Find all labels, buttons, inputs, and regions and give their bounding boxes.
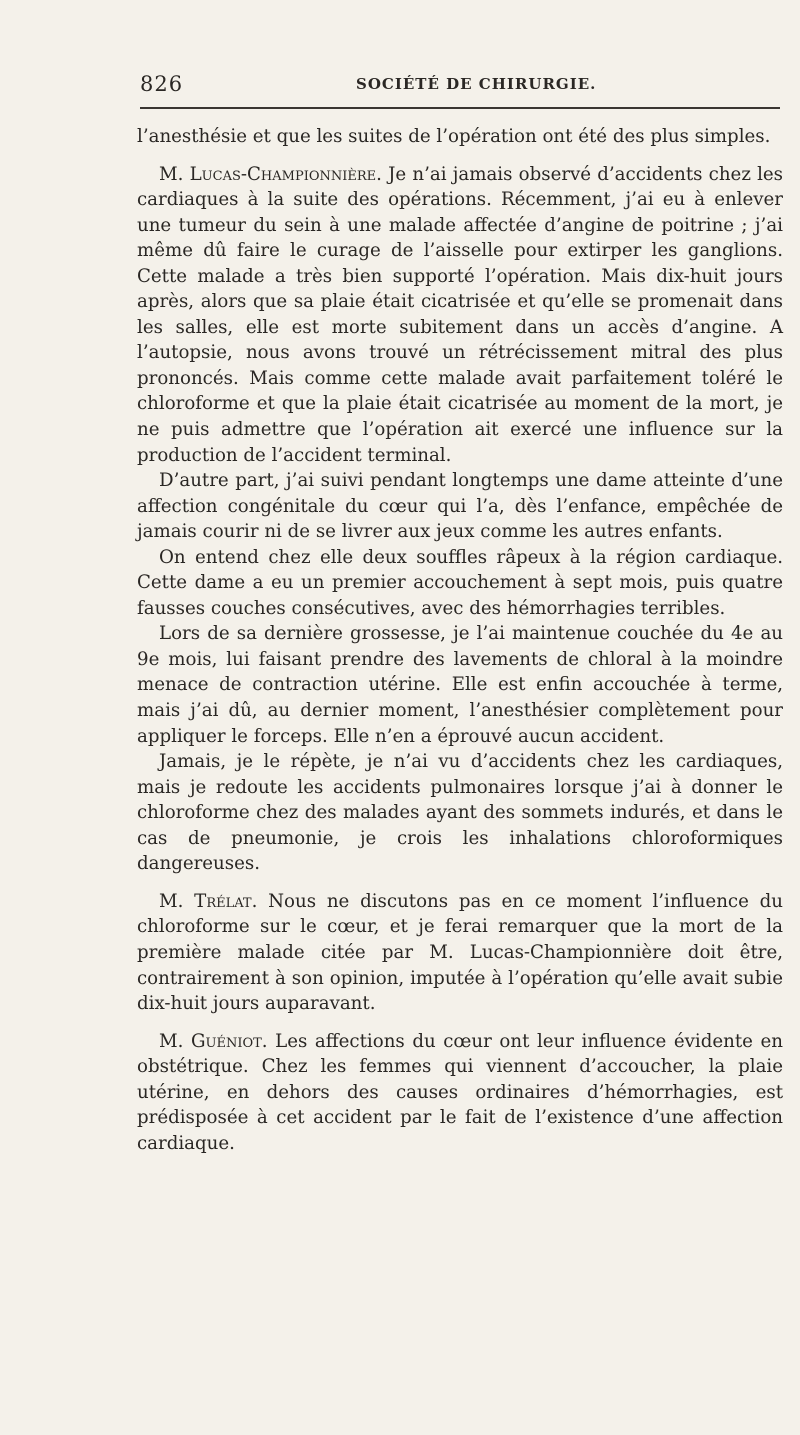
paragraph	[137, 124, 783, 150]
paragraph-text: Lors de sa dernière grossesse, je l’ai maintenue couchée du 4e au 9e mois, lui faisant prendre des lavements de chloral à la moindre menace de contraction utérine. Elle est enfin accouchée à terme, mais j’ai dû, au dernier moment, l’anesthésier complètement pour appliquer le forceps. Elle n’en a éprouvé aucun accident.	[137, 623, 783, 747]
paragraph	[137, 162, 783, 469]
paragraph-text: Les affections du cœur ont leur influence évidente en obstétrique. Chez les femmes qui viennent d’accoucher, la plaie utérine, en dehors des causes ordinaires d’hémorrhagies, est prédisposée à cet accident par le fait de l’existence d’une affection cardiaque.	[137, 1030, 783, 1154]
paragraph-text: Je n’ai jamais observé d’accidents chez les cardiaques à la suite des opérations. Récemment, j’ai eu à enlever une tumeur du sein à une malade affectée d’angine de poitrine ; j’ai même dû faire le curage de l’aisselle pour extirper les ganglions. Cette malade a très bien supporté l’opération. Mais dix-huit jours après, alors que sa plaie était cicatrisée et qu’elle se promenait dans les salles, elle est morte subitement dans un accès d’angine. A l’autopsie, nous avons trouvé un rétrécissement mitral des plus prononcés. Mais comme cette malade avait parfaitement toléré le chloroforme et que la plaie était cicatrisée au moment de la mort, je ne puis admettre que l’opération ait exercé une influence sur la production de l’accident terminal.	[137, 163, 784, 466]
speaker-name: M. Lucas-Championnière.	[159, 163, 382, 185]
paragraph	[137, 749, 783, 877]
speaker-name: M. Trélat.	[159, 890, 258, 912]
running-title: SOCIÉTÉ DE CHIRURGIE.	[356, 75, 597, 93]
header-rule	[140, 107, 780, 109]
paragraph-text: l’anesthésie et que les suites de l’opération ont été des plus simples.	[137, 126, 771, 147]
paragraph-text: On entend chez elle deux souffles râpeux à la région cardiaque. Cette dame a eu un premier accouchement à sept mois, puis quatre fausses couches consécutives, avec des hémorrhagies terribles.	[137, 546, 783, 619]
paragraph	[137, 545, 783, 622]
speaker-name: M. Guéniot.	[159, 1030, 268, 1052]
body-text	[137, 124, 783, 1156]
paragraph-text: D’autre part, j’ai suivi pendant longtemps une dame atteinte d’une affection congénitale du cœur qui l’a, dès l’enfance, empêchée de jamais courir ni de se livrer aux jeux comme les autres enfants.	[137, 470, 783, 543]
paragraph-text: Jamais, je le répète, je n’ai vu d’accidents chez les cardiaques, mais je redoute les accidents pulmonaires lorsque j’ai à donner le chloroforme chez des malades ayant des sommets indurés, et dans le cas de pneumonie, je crois les inhalations chloroformiques dangereuses.	[137, 751, 783, 875]
paragraph	[137, 468, 783, 545]
paragraph-text: Nous ne discutons pas en ce moment l’influence du chloroforme sur le cœur, et je ferai remarquer que la mort de la première malade citée par M. Lucas-Championnière doit être, contrairement à son opinion, imputée à l’opération qu’elle avait subie dix-huit jours auparavant.	[137, 890, 783, 1015]
paragraph	[137, 621, 783, 749]
paragraph	[137, 1029, 783, 1157]
paragraph	[137, 889, 783, 1017]
page-number: 826	[140, 72, 184, 96]
page-header	[140, 72, 780, 102]
